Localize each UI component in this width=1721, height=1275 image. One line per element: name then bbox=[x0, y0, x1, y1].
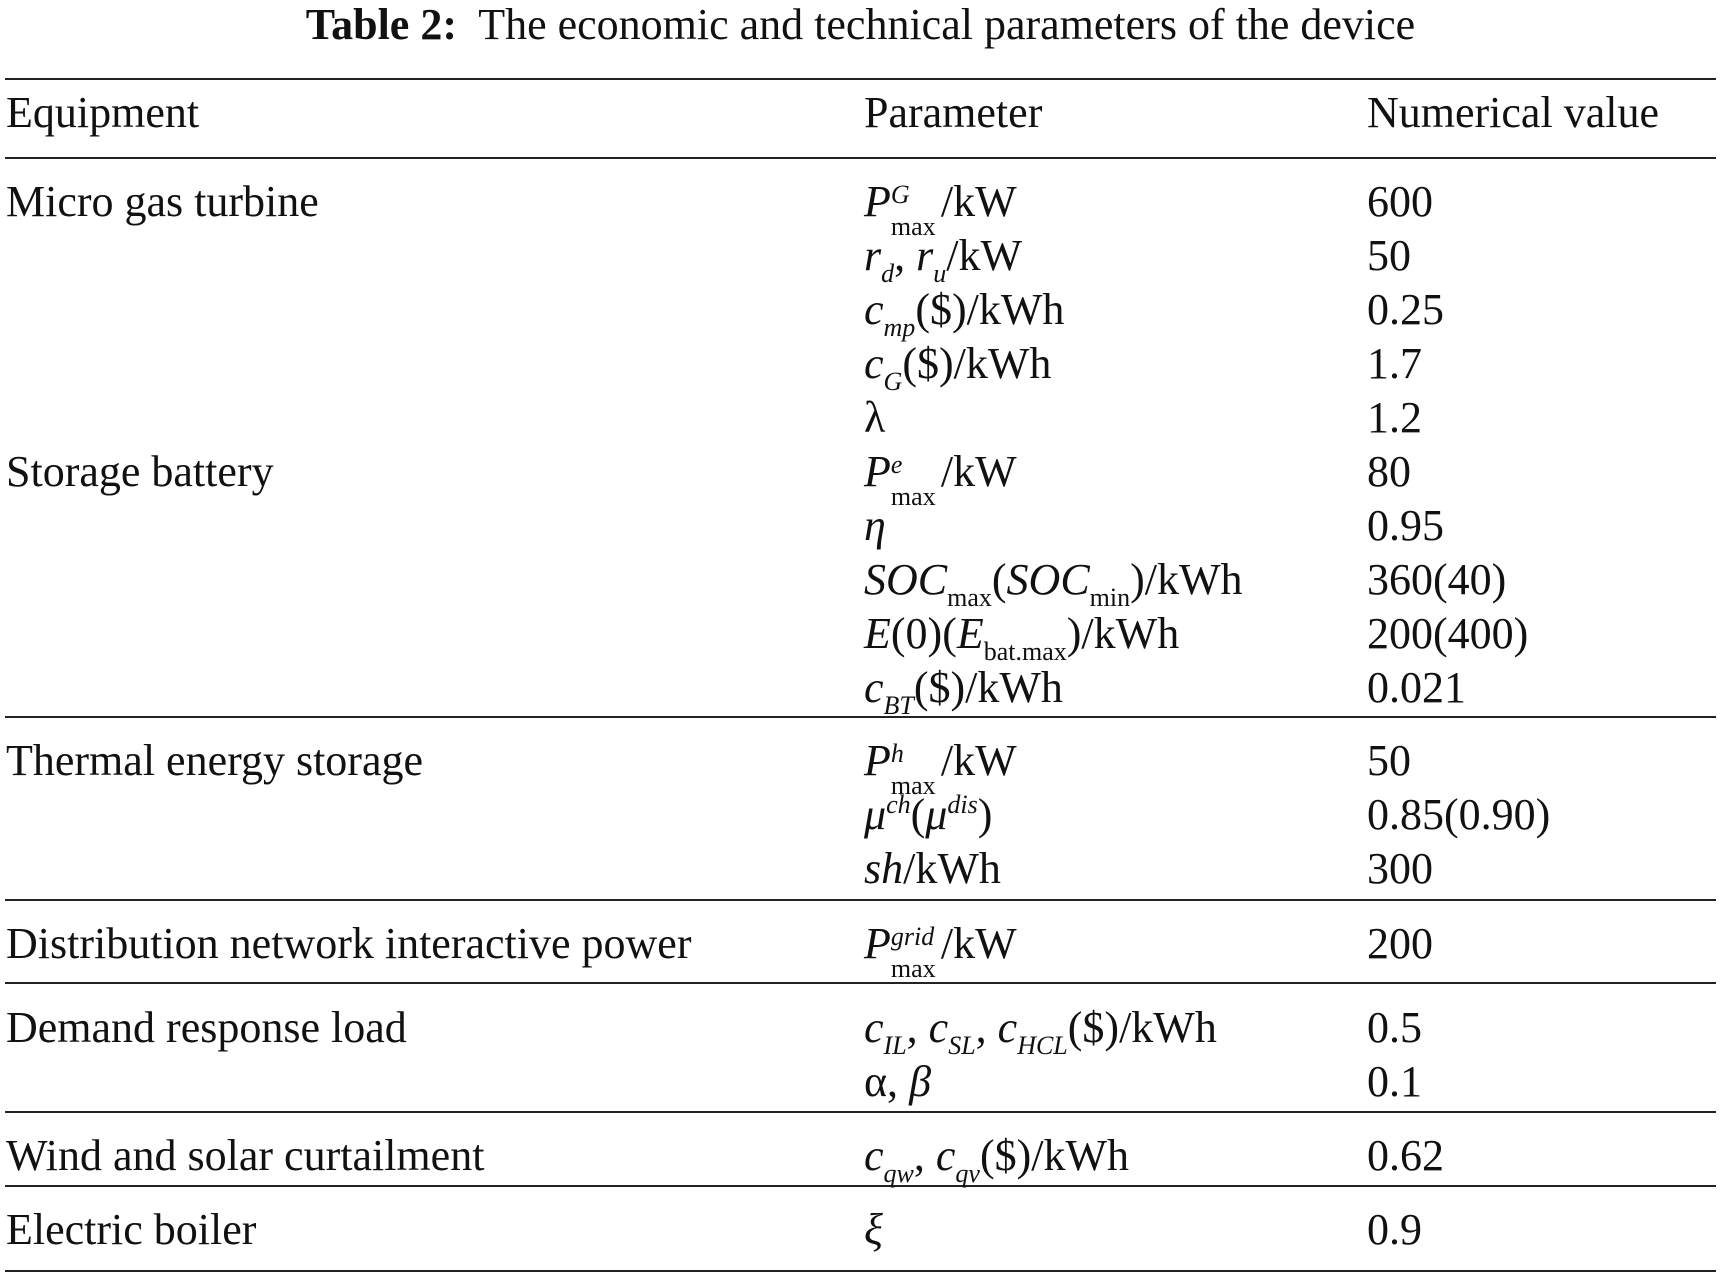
value-soc: 360(40) bbox=[1367, 555, 1507, 604]
param-soc: $SOC_{max}(SOC_{min})$/kWh bbox=[864, 555, 1243, 612]
param-sh: sh/kWh bbox=[864, 844, 1001, 893]
value-pe-max: 80 bbox=[1367, 447, 1411, 496]
value-ramp-rate: 50 bbox=[1367, 231, 1411, 280]
param-xi: ξ bbox=[864, 1205, 883, 1254]
value-ph-max: 50 bbox=[1367, 736, 1411, 785]
param-c-qw-qv: $c_{qw}$, $c_{qv}(\$)$/kWh bbox=[864, 1131, 1130, 1188]
value-c-mp: 0.25 bbox=[1367, 285, 1444, 334]
param-c-mp: $c_{mp}(\$)$/kWh bbox=[864, 285, 1065, 342]
section-rule bbox=[5, 1111, 1716, 1113]
param-pgrid-max: P grid max /kW bbox=[864, 919, 1017, 983]
param-c-bt: $c_{BT}(\$)$/kWh bbox=[864, 663, 1063, 720]
value-c-il-sl-hcl: 0.5 bbox=[1367, 1003, 1422, 1052]
param-c-g: $c_G(\$)$/kWh bbox=[864, 339, 1052, 396]
section-rule bbox=[5, 716, 1716, 718]
param-pe-max: P e max /kW bbox=[864, 447, 1017, 511]
value-sh: 300 bbox=[1367, 844, 1433, 893]
value-xi: 0.9 bbox=[1367, 1205, 1422, 1254]
param-e0: $E(0)(E_{bat.max})$/kWh bbox=[864, 609, 1180, 666]
section-rule bbox=[5, 1185, 1716, 1187]
table-caption-label: Table 2: bbox=[305, 0, 457, 49]
equipment-distribution-network: Distribution network interactive power bbox=[6, 919, 692, 968]
table-caption bbox=[0, 0, 1721, 50]
header-numerical-value: Numerical value bbox=[1367, 88, 1659, 137]
param-c-il-sl-hcl: $c_{IL}$, $c_{SL}$, $c_{HCL}(\$)$/kWh bbox=[864, 1003, 1217, 1060]
value-eta: 0.95 bbox=[1367, 501, 1444, 550]
equipment-micro-gas-turbine: Micro gas turbine bbox=[6, 177, 319, 226]
param-eta: η bbox=[864, 501, 886, 550]
equipment-wind-solar-curtailment: Wind and solar curtailment bbox=[6, 1131, 485, 1180]
param-alpha-beta: α, β bbox=[864, 1057, 931, 1106]
section-rule bbox=[5, 899, 1716, 901]
param-ph-max: P h max /kW bbox=[864, 736, 1017, 800]
param-pg-max: P G max /kW bbox=[864, 177, 1017, 241]
top-rule bbox=[5, 78, 1716, 80]
value-mu: 0.85(0.90) bbox=[1367, 790, 1551, 839]
value-c-g: 1.7 bbox=[1367, 339, 1422, 388]
equipment-storage-battery: Storage battery bbox=[6, 447, 274, 496]
param-ramp-rate: $r_d$, $r_u/kW$ bbox=[864, 231, 1023, 288]
param-mu: $\mu^{ch}(\mu^{dis})$ bbox=[864, 790, 993, 839]
equipment-demand-response-load: Demand response load bbox=[6, 1003, 407, 1052]
value-c-bt: 0.021 bbox=[1367, 663, 1466, 712]
equipment-thermal-energy-storage: Thermal energy storage bbox=[6, 736, 424, 785]
equipment-electric-boiler: Electric boiler bbox=[6, 1205, 257, 1254]
value-alpha-beta: 0.1 bbox=[1367, 1057, 1422, 1106]
bottom-rule bbox=[5, 1270, 1716, 1272]
param-lambda: λ bbox=[864, 393, 886, 442]
value-pg-max: 600 bbox=[1367, 177, 1433, 226]
header-parameter: Parameter bbox=[864, 88, 1043, 137]
value-c-qw-qv: 0.62 bbox=[1367, 1131, 1444, 1180]
value-pgrid-max: 200 bbox=[1367, 919, 1433, 968]
value-lambda: 1.2 bbox=[1367, 393, 1422, 442]
header-equipment: Equipment bbox=[6, 88, 200, 137]
header-rule bbox=[5, 157, 1716, 159]
section-rule bbox=[5, 982, 1716, 984]
value-e0: 200(400) bbox=[1367, 609, 1529, 658]
table-caption-text: The economic and technical parameters of the device bbox=[478, 0, 1416, 49]
